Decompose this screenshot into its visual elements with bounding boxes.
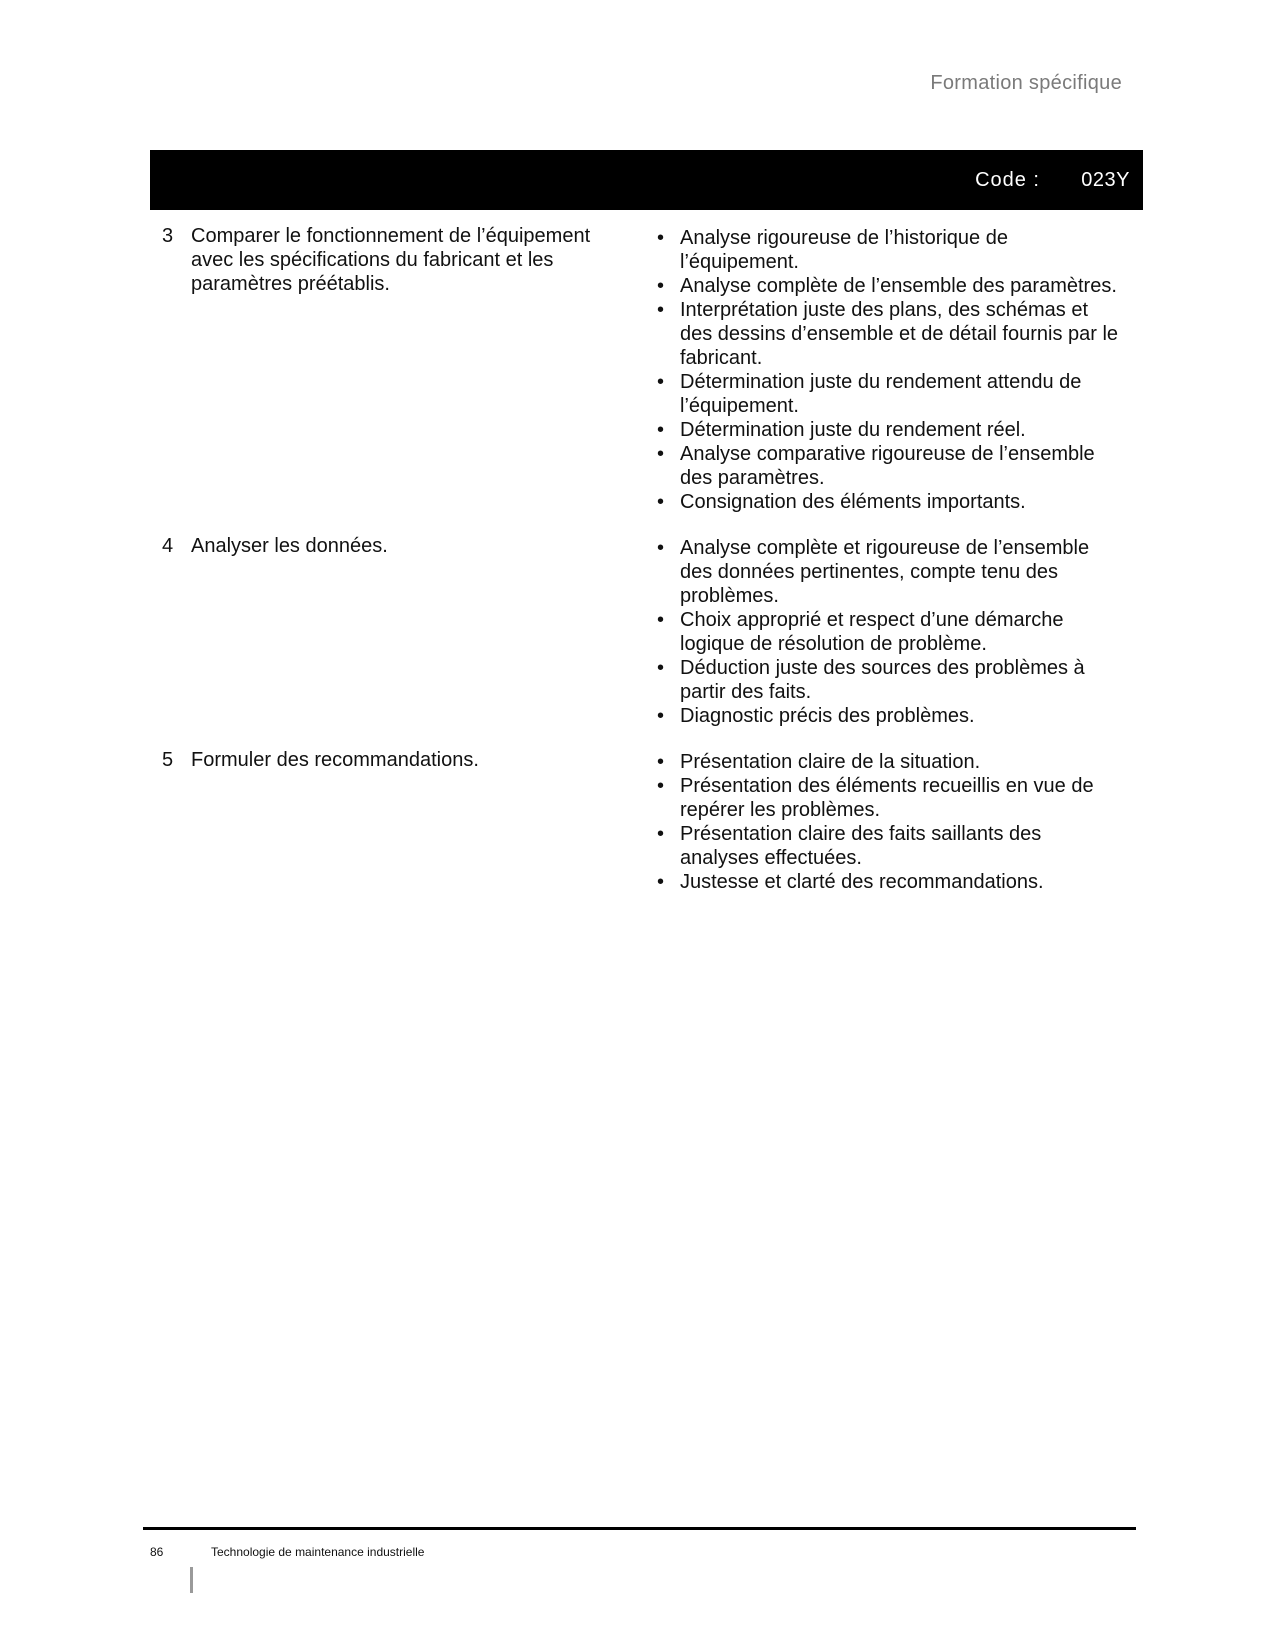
element-number: 3 — [162, 225, 174, 247]
criteria-list — [650, 226, 1120, 514]
competency-table — [150, 224, 1143, 894]
criterion: • Justesse et clarté des recommandations. — [650, 870, 1120, 894]
criteria-list — [650, 536, 1120, 728]
footer-mark — [190, 1567, 193, 1593]
code-label: Code : — [975, 169, 1040, 191]
criterion: • Présentation claire des faits saillants des analyses effectuées. — [650, 822, 1120, 870]
criterion: • Analyse complète et rigoureuse de l’ensemble des données pertinentes, compte tenu des problèmes. — [650, 536, 1120, 608]
criteria-list — [650, 750, 1120, 894]
criterion: • Analyse rigoureuse de l’historique de l’équipement. — [650, 226, 1120, 274]
footer-rule — [143, 1527, 1136, 1530]
criterion: • Déduction juste des sources des problèmes à partir des faits. — [650, 656, 1120, 704]
code-value: 023Y — [1081, 169, 1130, 191]
table-row — [150, 534, 1143, 728]
criterion: • Présentation des éléments recueillis en vue de repérer les problèmes. — [650, 774, 1120, 822]
element-text: Comparer le fonctionnement de l’équipement avec les spécifications du fabricant et les paramètres préétablis. — [191, 225, 591, 295]
footer-title: Technologie de maintenance industrielle — [211, 1545, 425, 1559]
element-text: Formuler des recommandations. — [191, 749, 479, 771]
element-cell — [150, 534, 650, 728]
criterion: • Présentation claire de la situation. — [650, 750, 1120, 774]
criterion: • Consignation des éléments importants. — [650, 490, 1120, 514]
criterion: • Analyse complète de l’ensemble des paramètres. — [650, 274, 1120, 298]
criterion: • Choix approprié et respect d’une démarche logique de résolution de problème. — [650, 608, 1120, 656]
table-row — [150, 224, 1143, 514]
element-cell — [150, 224, 650, 514]
element-text: Analyser les données. — [191, 535, 388, 557]
criterion: • Diagnostic précis des problèmes. — [650, 704, 1120, 728]
element-number: 5 — [162, 749, 174, 771]
criterion: • Détermination juste du rendement réel. — [650, 418, 1120, 442]
element-cell — [150, 748, 650, 894]
element-number: 4 — [162, 535, 174, 557]
running-header: Formation spécifique — [930, 72, 1122, 94]
page-number: 86 — [150, 1545, 164, 1559]
code-bar — [150, 150, 1143, 210]
table-row — [150, 748, 1143, 894]
criterion: • Analyse comparative rigoureuse de l’ensemble des paramètres. — [650, 442, 1120, 490]
criterion: • Détermination juste du rendement attendu de l’équipement. — [650, 370, 1120, 418]
criterion: • Interprétation juste des plans, des schémas et des dessins d’ensemble et de détail fournis par le fabricant. — [650, 298, 1120, 370]
